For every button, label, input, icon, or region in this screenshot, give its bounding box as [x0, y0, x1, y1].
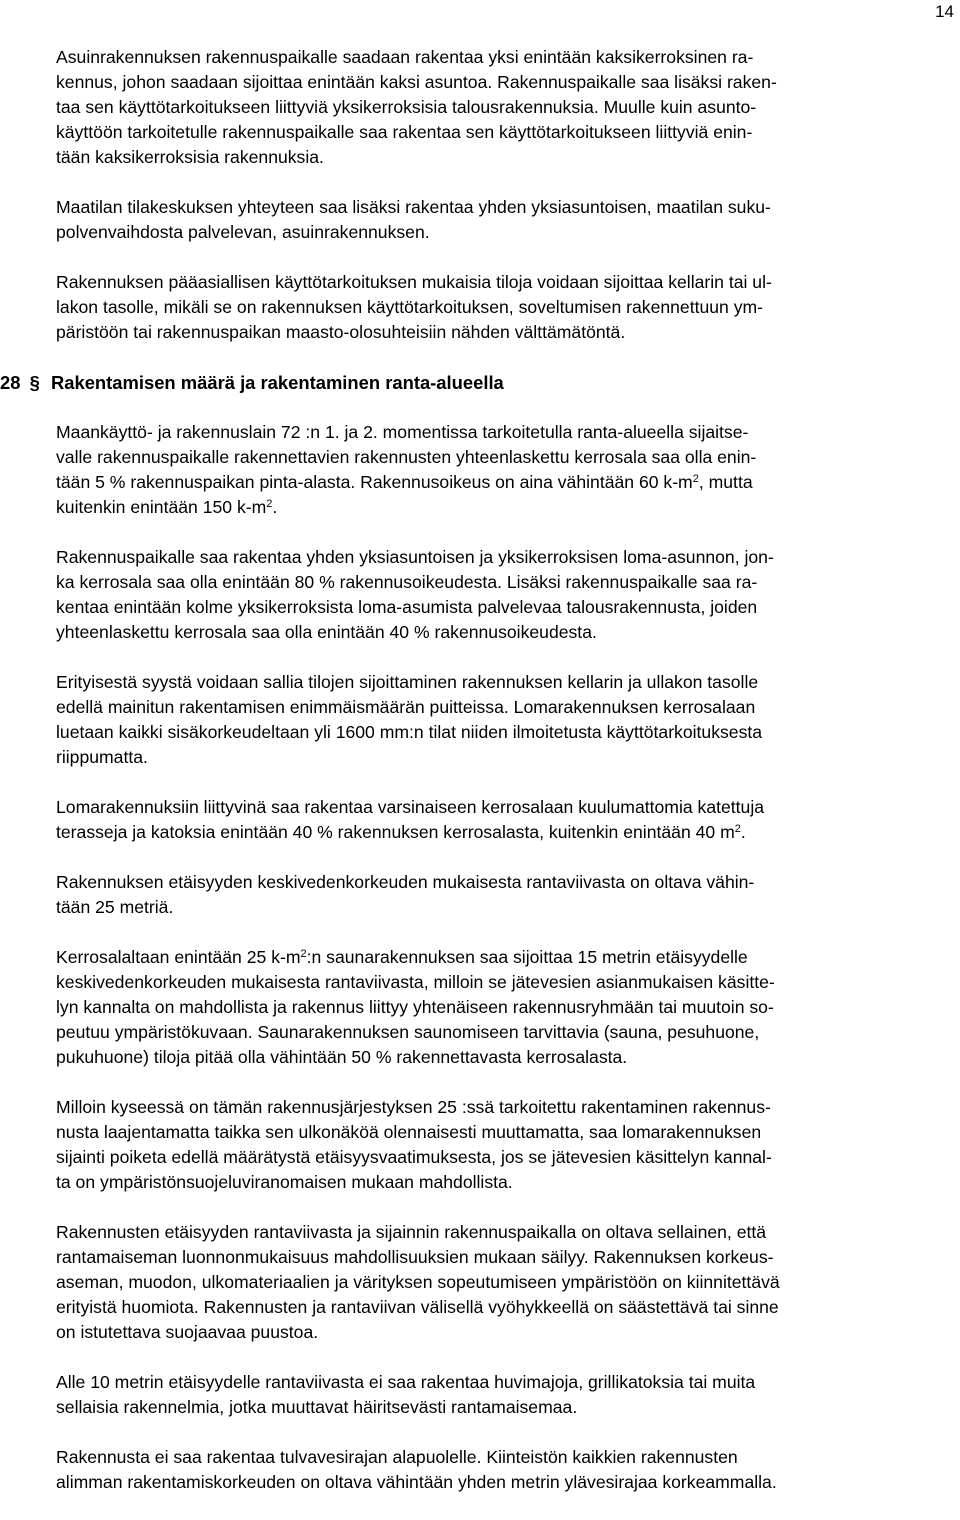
text-run: Lomarakennuksiin liittyvinä saa rakentaa varsinaiseen kerrosalaan kuulumattomia katettuja terasseja ja katoksia enintään 40 % rakennuksen kerrosalasta, kuitenkin enintään 40 m [56, 797, 765, 842]
paragraph-10m-zone: Alle 10 metrin etäisyydelle rantaviivasta ei saa rakentaa huvimajoja, grillikatoksia tai muita sellaisia rakennelmia, jotka muuttavat häiritsevästi rantamaisemaa. [56, 1372, 756, 1417]
section-heading [0, 370, 896, 395]
paragraph-terraces [56, 795, 952, 845]
paragraph-sauna [56, 945, 952, 1070]
paragraph-flood-level: Rakennusta ei saa rakentaa tulvavesirajan alapuolelle. Kiinteistön kaikkien rakennusten alimman rakentamiskorkeuden on oltava vähintään yhden metrin ylävesirajaa korkeammalla. [56, 1447, 777, 1492]
text-run: , mutta kuitenkin enintään 150 k-m [56, 472, 753, 517]
paragraph-shore-distance: Rakennuksen etäisyyden keskivedenkorkeuden mukaisesta rantaviivasta on oltava vähin- tään 25 metriä. [56, 872, 755, 917]
section-symbol: § [29, 372, 40, 393]
paragraph-exception: Milloin kyseessä on tämän rakennusjärjestyksen 25 :ssä tarkoitettu rakentaminen rakennus- nusta laajentamatta taikka sen ulkonäköä olennaisesti muuttamatta, saa lomarakennuksen sijainti poiketa edellä määrätystä etäisyysvaatimuksesta, jos se jätevesien käsittelyn kannal- ta on ympäristönsuojeluviranomaisen mukaan mahdollista. [56, 1097, 772, 1192]
page-number: 14 [935, 2, 954, 21]
text-run: . [272, 497, 278, 517]
text-run: :n saunarakennuksen saa sijoittaa 15 metrin etäisyydelle keskivedenkorkeuden mukaisesta rantaviivasta, milloin se jätevesien asianmukaisen käsitte- lyn kannalta on mahdollista ja rakennus liittyy yhtenäiseen rakennusryhmään tai muutoin so- peutuu ympäristökuvaan. Saunarakennuksen saunomiseen tarvittavia (sauna, pesuhuone, pukuhuone) tiloja pitää olla vähintään 50 % rakennettavasta kerrosalasta. [56, 947, 775, 1067]
text-run: Maankäyttö- ja rakennuslain 72 :n 1. ja 2. momentissa tarkoitetulla ranta-alueella sijaitse- valle rakennuspaikalle rakennettavien rakennusten yhteenlaskettu kerrosala saa olla enin- tään 5 % rakennuspaikan pinta-alasta. Rakennusoikeus on aina vähintään 60 k-m [56, 422, 757, 492]
text-run: Kerrosalaltaan enintään 25 k-m [56, 947, 301, 967]
superscript: 2 [692, 472, 699, 485]
superscript: 2 [734, 822, 741, 835]
superscript: 2 [266, 497, 273, 510]
document-body [0, 45, 952, 1520]
paragraph-shore-floor-area [56, 420, 952, 520]
text-run: . [740, 822, 746, 842]
section-number: 28 [0, 372, 21, 393]
paragraph-landscape: Rakennusten etäisyyden rantaviivasta ja sijainnin rakennuspaikalla on oltava sellainen, että rantamaiseman luonnonmukaisuus mahdollisuuksien mukaan säilyy. Rakennuksen korkeus- aseman, muodon, ulkomateriaalien ja värityksen sopeutumiseen ympäristöön on kiinnitettävä erityistä huomiota. Rakennusten ja rantaviivan välisellä vyöhykkeellä on säästettävä tai sinne on istutettava suojaavaa puustoa. [56, 1222, 780, 1342]
section-title: Rakentamisen määrä ja rakentaminen ranta-alueella [50, 372, 504, 393]
paragraph-farm-center: Maatilan tilakeskuksen yhteyteen saa lisäksi rakentaa yhden yksiasuntoisen, maatilan suku- polvenvaihdosta palvelevan, asuinrakennuksen. [56, 197, 771, 242]
paragraph-special-reason: Erityisestä syystä voidaan sallia tilojen sijoittaminen rakennuksen kellarin ja ullakon tasolle edellä mainitun rakentamisen enimmäismäärän puitteissa. Lomarakennuksen kerrosalaan luetaan kaikki sisäkorkeudeltaan yli 1600 mm:n tilat niiden ilmoitetusta käyttötarkoituksesta riippumatta. [56, 672, 763, 767]
paragraph-cellar-attic: Rakennuksen pääasiallisen käyttötarkoituksen mukaisia tiloja voidaan sijoittaa kellarin tai ul- lakon tasolle, mikäli se on rakennuksen käyttötarkoituksen, soveltumisen rakennettuun ym- päristöön tai rakennuspaikan maasto-olosuhteisiin nähden välttämätöntä. [56, 272, 772, 342]
paragraph-holiday-home: Rakennuspaikalle saa rakentaa yhden yksiasuntoisen ja yksikerroksisen loma-asunnon, jon- ka kerrosala saa olla enintään 80 % rakennusoikeudesta. Lisäksi rakennuspaikalle saa ra- kentaa enintään kolme yksikerroksista loma-asumista palvelevaa talousrakennusta, joiden yhteenlaskettu kerrosala saa olla enintään 40 % rakennusoikeudesta. [56, 547, 774, 642]
paragraph-residential-building: Asuinrakennuksen rakennuspaikalle saadaan rakentaa yksi enintään kaksikerroksinen ra- kennus, johon saadaan sijoittaa enintään kaksi asuntoa. Rakennuspaikalle saa lisäksi raken- taa sen käyttötarkoitukseen liittyviä yksikerroksisia talousrakennuksia. Muulle kuin asunto- käyttöön tarkoitetulle rakennuspaikalle saa rakentaa sen käyttötarkoitukseen liittyviä enin- tään kaksikerroksisia rakennuksia. [56, 47, 777, 167]
superscript: 2 [300, 947, 307, 960]
